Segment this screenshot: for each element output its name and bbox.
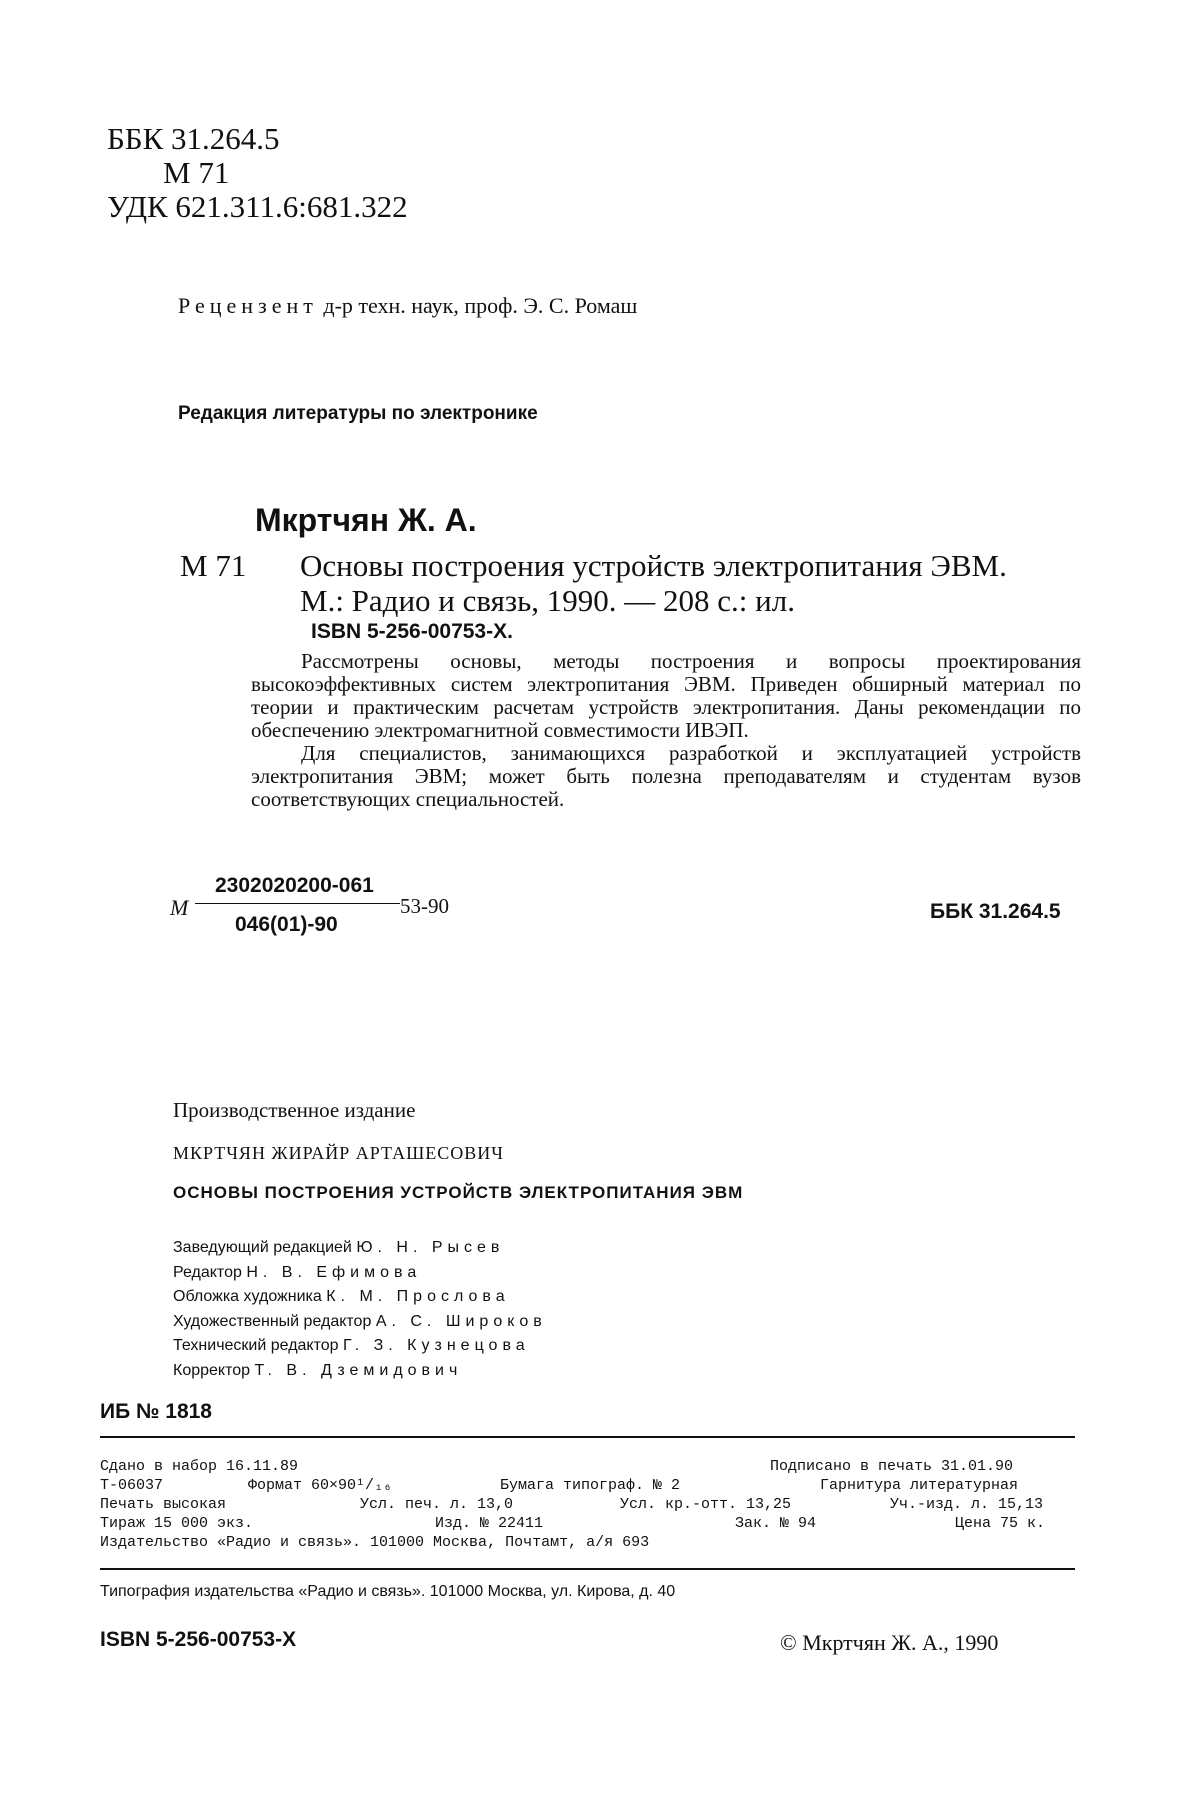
print-cell: Усл. печ. л. 13,0	[360, 1496, 514, 1513]
author-full-name: МКРТЧЯН ЖИРАЙР АРТАШЕСОВИЧ	[173, 1143, 504, 1163]
bbk-right: ББК 31.264.5	[930, 900, 1061, 923]
staff-role: Редактор	[173, 1263, 242, 1281]
staff-role: Художественный редактор	[173, 1312, 372, 1330]
isbn-bottom: ISBN 5-256-00753-X	[100, 1628, 297, 1651]
formula-suffix: 53-90	[400, 894, 449, 918]
print-row	[100, 1514, 1075, 1533]
department: Редакция литературы по электронике	[178, 403, 538, 424]
staff-role: Корректор	[173, 1361, 251, 1379]
edition-type: Производственное издание	[173, 1098, 416, 1122]
print-cell: Сдано в набор 16.11.89	[100, 1458, 299, 1475]
reviewer-label: Рецензент	[178, 293, 318, 318]
print-cell: Изд. № 22411	[435, 1515, 544, 1532]
author-heading: Мкртчян Ж. А.	[255, 502, 477, 538]
bbk-code: ББК 31.264.5	[107, 121, 280, 156]
print-cell: Зак. № 94	[735, 1515, 817, 1532]
formula-numerator: 2302020200-061	[215, 874, 374, 897]
udk-code: УДК 621.311.6:681.322	[107, 189, 408, 224]
staff-name: Г. З. Кузнецова	[343, 1337, 530, 1354]
title-line-2: М.: Радио и связь, 1990. — 208 с.: ил.	[300, 583, 795, 618]
staff-name: Н. В. Ефимова	[246, 1263, 422, 1281]
staff-row	[173, 1285, 547, 1310]
print-cell: Цена 75 к.	[955, 1515, 1046, 1532]
print-cell: Тираж 15 000 экз.	[100, 1515, 254, 1532]
staff-name: А. С. Широков	[375, 1312, 547, 1330]
formula-denominator: 046(01)-90	[235, 913, 338, 936]
formula-fraction-line	[195, 903, 400, 904]
staff-row	[173, 1310, 547, 1335]
print-cell: Печать высокая	[100, 1496, 227, 1513]
reviewer-text: д-р техн. наук, проф. Э. С. Ромаш	[317, 293, 638, 318]
annotation-paragraph: Для специалистов, занимающихся разработкой и эксплуатацией устройств электропитания ЭВМ; может быть полезна преподавателям и студентам вузов соответствующих специальностей.	[251, 741, 1081, 811]
staff-name: Т. В. Дземидович	[254, 1361, 463, 1379]
print-cell: Формат 60×90¹/₁₆	[248, 1477, 393, 1494]
title-full: ОСНОВЫ ПОСТРОЕНИЯ УСТРОЙСТВ ЭЛЕКТРОПИТАНИЯ ЭВМ	[173, 1183, 744, 1202]
catalog-code: М 71	[180, 548, 247, 583]
staff-row	[173, 1261, 547, 1286]
staff-row	[173, 1334, 547, 1359]
staff-row	[173, 1359, 547, 1384]
print-details	[100, 1457, 1075, 1552]
book-title	[300, 548, 1090, 618]
divider-bottom	[100, 1568, 1075, 1570]
print-row	[100, 1476, 1075, 1495]
print-cell: Издательство «Радио и связь». 101000 Москва, Почтамт, а/я 693	[100, 1534, 650, 1551]
printer-info: Типография издательства «Радио и связь». 101000 Москва, ул. Кирова, д. 40	[100, 1583, 676, 1600]
staff-role: Обложка художника	[173, 1288, 322, 1305]
staff-name: К. М. Прослова	[326, 1288, 510, 1305]
author-mark: М 71	[163, 155, 230, 190]
staff-role: Технический редактор	[173, 1337, 339, 1354]
reviewer-line	[178, 293, 637, 319]
staff-role: Заведующий редакцией	[173, 1239, 352, 1256]
ib-number: ИБ № 1818	[100, 1400, 212, 1423]
staff-row	[173, 1236, 547, 1261]
classification-codes	[107, 122, 408, 224]
print-cell: Уч.-изд. л. 15,13	[890, 1496, 1044, 1513]
annotation	[251, 650, 1081, 811]
divider-top	[100, 1436, 1075, 1438]
isbn-catalog: ISBN 5-256-00753-X.	[311, 620, 513, 643]
print-row	[100, 1533, 1075, 1552]
staff-name: Ю. Н. Рысев	[356, 1239, 505, 1256]
print-cell: Бумага типограф. № 2	[500, 1477, 681, 1494]
print-row	[100, 1495, 1075, 1514]
title-line-1: Основы построения устройств электропитания ЭВМ.	[300, 548, 1007, 583]
print-row	[100, 1457, 1075, 1476]
copyright: © Мкртчян Ж. А., 1990	[780, 1630, 999, 1655]
print-cell: Гарнитура литературная	[820, 1477, 1019, 1494]
staff-list	[173, 1236, 547, 1383]
print-cell: Т-06037	[100, 1477, 164, 1494]
print-cell: Усл. кр.-отт. 13,25	[620, 1496, 792, 1513]
annotation-paragraph: Рассмотрены основы, методы построения и вопросы проектирования высокоэффективных систем электропитания ЭВМ. Приведен обширный материал по теории и практическим расчетам устройств электропитания. Даны рекомендации по обеспечению электромагнитной совместимости ИВЭП.	[251, 649, 1081, 742]
print-cell: Подписано в печать 31.01.90	[770, 1458, 1014, 1475]
formula-letter: М	[170, 895, 189, 920]
